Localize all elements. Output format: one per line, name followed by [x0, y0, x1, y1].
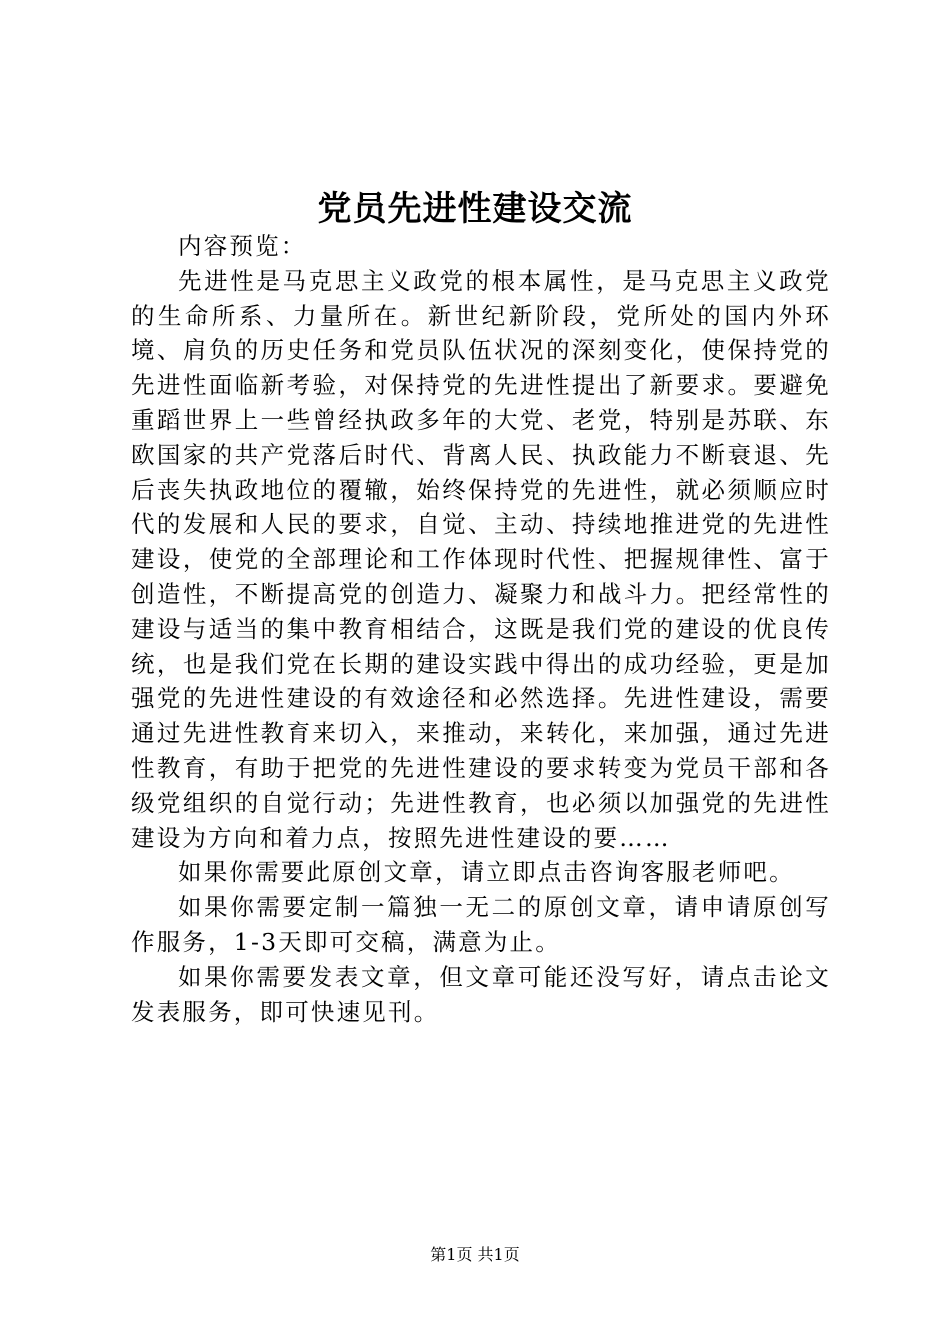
- preview-label: 内容预览：: [178, 232, 307, 260]
- document-title: 党员先进性建设交流: [317, 189, 633, 229]
- page-footer: 第1页 共1页: [430, 1245, 520, 1264]
- preview-paragraph: 先进性是马克思主义政党的根本属性，是马克思主义政党的生命所系、力量所在。新世纪新阶段，党所处的国内外环境、肩负的历史任务和党员队伍状况的深刻变化，使保持党的先进性面临新考验，对保持党的先进性提出了新要求。要避免重蹈世界上一些曾经执政多年的大党、老党，特别是苏联、东欧国家的共产党落后时代、背离人民、执政能力不断衰退、先后丧失执政地位的覆辙，始终保持党的先进性，就必须顺应时代的发展和人民的要求，自觉、主动、持续地推进党的先进性建设，使党的全部理论和工作体现时代性、把握规律性、富于创造性，不断提高党的创造力、凝聚力和战斗力。把经常性的建设与适当的集中教育相结合，这既是我们党的建设的优良传统，也是我们党在长期的建设实践中得出的成功经验，更是加强党的先进性建设的有效途径和必然选择。先进性建设，需要通过先进性教育来切入，来推动，来转化，来加强，通过先进性教育，有助于把党的先进性建设的要求转变为党员干部和各级党组织的自觉行动；先进性教育，也必须以加强党的先进性建设为方向和着力点，按照先进性建设的要……: [131, 266, 831, 852]
- consult-paragraph: 如果你需要此原创文章，请立即点击咨询客服老师吧。: [178, 858, 795, 887]
- document-body: [131, 229, 831, 1029]
- publish-paragraph: 如果你需要发表文章，但文章可能还没写好，请点击论文发表服务，即可快速见刊。: [131, 962, 831, 1026]
- custom-writing-paragraph: 如果你需要定制一篇独一无二的原创文章，请申请原创写作服务，1-3天即可交稿，满意为止。: [131, 893, 831, 956]
